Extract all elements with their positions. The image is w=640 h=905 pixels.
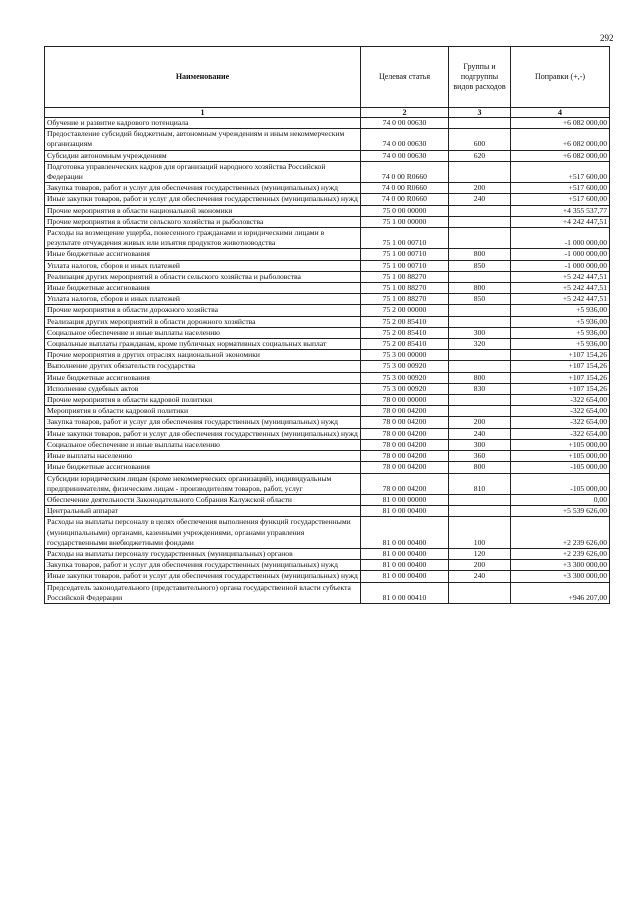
row-target-code: 74 0 00 00630 xyxy=(361,150,449,161)
row-target-code: 81 0 00 00400 xyxy=(361,548,449,559)
row-target-code: 75 1 00 00710 xyxy=(361,260,449,271)
row-name: Социальное обеспечение и иные выплаты населению xyxy=(45,327,361,338)
row-target-code: 74 0 00 R0660 xyxy=(361,194,449,205)
row-target-code: 75 1 00 88270 xyxy=(361,283,449,294)
table-row xyxy=(45,571,610,582)
row-target-code: 81 0 00 00400 xyxy=(361,506,449,517)
row-name: Субсидии юридическим лицам (кроме некоммерческих организаций), индивидуальным предпринимателям, физическим лицам - производителям товаров, работ, услуг xyxy=(45,473,361,494)
row-name: Прочие мероприятия в области дорожного хозяйства xyxy=(45,305,361,316)
row-amount: -1 000 000,00 xyxy=(511,260,610,271)
row-target-code: 78 0 00 04200 xyxy=(361,428,449,439)
row-amount: +4 355 537,77 xyxy=(511,205,610,216)
row-target-code: 74 0 00 R0660 xyxy=(361,183,449,194)
row-amount: -1 000 000,00 xyxy=(511,228,610,249)
column-number: 1 xyxy=(45,108,361,118)
row-amount: +6 082 000,00 xyxy=(511,129,610,150)
table-row xyxy=(45,339,610,350)
row-amount: -1 000 000,00 xyxy=(511,249,610,260)
row-name: Реализация других мероприятий в области сельского хозяйства и рыболовства xyxy=(45,271,361,282)
row-expense-group: 800 xyxy=(449,462,511,473)
row-target-code: 78 0 00 04200 xyxy=(361,462,449,473)
header-target-article: Целевая статья xyxy=(361,47,449,108)
table-row xyxy=(45,249,610,260)
row-target-code: 75 1 00 88270 xyxy=(361,271,449,282)
table-row xyxy=(45,305,610,316)
table-row xyxy=(45,506,610,517)
row-name: Расходы на выплаты персоналу государственных (муниципальных) органов xyxy=(45,548,361,559)
row-amount: -322 654,00 xyxy=(511,395,610,406)
row-expense-group: 240 xyxy=(449,428,511,439)
row-expense-group xyxy=(449,216,511,227)
row-name: Закупка товаров, работ и услуг для обеспечения государственных (муниципальных) нужд xyxy=(45,183,361,194)
row-name: Социальное обеспечение и иные выплаты населению xyxy=(45,439,361,450)
budget-amendments-table xyxy=(44,46,610,604)
table-header-row xyxy=(45,47,610,108)
row-name: Закупка товаров, работ и услуг для обеспечения государственных (муниципальных) нужд xyxy=(45,560,361,571)
column-number: 3 xyxy=(449,108,511,118)
row-expense-group: 300 xyxy=(449,327,511,338)
table-row xyxy=(45,395,610,406)
row-amount: +5 242 447,51 xyxy=(511,283,610,294)
row-amount: +946 207,00 xyxy=(511,582,610,603)
table-row xyxy=(45,183,610,194)
row-expense-group: 800 xyxy=(449,249,511,260)
row-name: Председатель законодательного (представительного) органа государственной власти субъекта Российской Федерации xyxy=(45,582,361,603)
row-target-code: 75 1 00 88270 xyxy=(361,294,449,305)
row-target-code: 78 0 00 04200 xyxy=(361,417,449,428)
table-row xyxy=(45,150,610,161)
column-number: 2 xyxy=(361,108,449,118)
row-name: Центральный аппарат xyxy=(45,506,361,517)
row-name: Предоставление субсидий бюджетным, автономным учреждениям и иным некоммерческим организациям xyxy=(45,129,361,150)
row-target-code: 74 0 00 00630 xyxy=(361,118,449,129)
row-expense-group: 300 xyxy=(449,439,511,450)
row-amount: +2 239 626,00 xyxy=(511,517,610,549)
row-target-code: 81 0 00 00400 xyxy=(361,517,449,549)
header-name: Наименование xyxy=(45,47,361,108)
row-name: Иные бюджетные ассигнования xyxy=(45,249,361,260)
table-row xyxy=(45,582,610,603)
table-row xyxy=(45,283,610,294)
table-row xyxy=(45,350,610,361)
row-amount: +3 300 000,00 xyxy=(511,560,610,571)
row-expense-group xyxy=(449,582,511,603)
row-name: Закупка товаров, работ и услуг для обеспечения государственных (муниципальных) нужд xyxy=(45,417,361,428)
row-target-code: 75 1 00 00710 xyxy=(361,228,449,249)
row-name: Мероприятия в области кадровой политики xyxy=(45,406,361,417)
row-expense-group xyxy=(449,161,511,182)
row-amount: +5 936,00 xyxy=(511,339,610,350)
page-number: 292 xyxy=(600,33,614,43)
row-target-code: 75 3 00 00920 xyxy=(361,372,449,383)
row-name: Иные закупки товаров, работ и услуг для обеспечения государственных (муниципальных) нужд xyxy=(45,194,361,205)
row-amount: +517 600,00 xyxy=(511,161,610,182)
row-name: Выполнение других обязательств государства xyxy=(45,361,361,372)
row-target-code: 75 2 00 85410 xyxy=(361,339,449,350)
table-row xyxy=(45,327,610,338)
table-row xyxy=(45,406,610,417)
column-number: 4 xyxy=(511,108,610,118)
row-name: Социальные выплаты гражданам, кроме публичных нормативных социальных выплат xyxy=(45,339,361,350)
row-target-code: 74 0 00 R0660 xyxy=(361,161,449,182)
row-amount: +6 082 000,00 xyxy=(511,150,610,161)
row-name: Уплата налогов, сборов и иных платежей xyxy=(45,260,361,271)
row-expense-group xyxy=(449,228,511,249)
row-amount: +107 154,26 xyxy=(511,361,610,372)
row-target-code: 81 0 00 00410 xyxy=(361,582,449,603)
table-row xyxy=(45,560,610,571)
row-expense-group xyxy=(449,316,511,327)
row-name: Прочие мероприятия в области сельского хозяйства и рыболовства xyxy=(45,216,361,227)
row-target-code: 75 0 00 00000 xyxy=(361,205,449,216)
row-target-code: 81 0 00 00400 xyxy=(361,571,449,582)
table-row xyxy=(45,118,610,129)
row-target-code: 75 2 00 85410 xyxy=(361,316,449,327)
row-expense-group: 200 xyxy=(449,183,511,194)
row-amount: -105 000,00 xyxy=(511,473,610,494)
row-amount: +5 242 447,51 xyxy=(511,294,610,305)
table-row xyxy=(45,316,610,327)
table-row xyxy=(45,473,610,494)
table-row xyxy=(45,260,610,271)
row-expense-group: 240 xyxy=(449,194,511,205)
row-expense-group: 240 xyxy=(449,571,511,582)
row-amount: +6 082 000,00 xyxy=(511,118,610,129)
table-row xyxy=(45,161,610,182)
column-number-row xyxy=(45,108,610,118)
row-target-code: 75 3 00 00920 xyxy=(361,383,449,394)
row-name: Иные бюджетные ассигнования xyxy=(45,283,361,294)
row-name: Реализация других мероприятий в области дорожного хозяйства xyxy=(45,316,361,327)
row-name: Иные закупки товаров, работ и услуг для обеспечения государственных (муниципальных) нужд xyxy=(45,428,361,439)
row-expense-group xyxy=(449,395,511,406)
table-row xyxy=(45,361,610,372)
row-expense-group: 850 xyxy=(449,294,511,305)
table-row xyxy=(45,129,610,150)
row-expense-group: 200 xyxy=(449,417,511,428)
table-row xyxy=(45,194,610,205)
row-amount: +5 936,00 xyxy=(511,305,610,316)
table-row xyxy=(45,294,610,305)
row-expense-group: 830 xyxy=(449,383,511,394)
row-expense-group xyxy=(449,506,511,517)
row-expense-group xyxy=(449,350,511,361)
row-amount: +517 600,00 xyxy=(511,183,610,194)
row-amount: +517 600,00 xyxy=(511,194,610,205)
row-expense-group xyxy=(449,305,511,316)
table-row xyxy=(45,428,610,439)
row-amount: +105 000,00 xyxy=(511,439,610,450)
row-target-code: 78 0 00 04200 xyxy=(361,451,449,462)
row-target-code: 78 0 00 04200 xyxy=(361,473,449,494)
row-target-code: 81 0 00 00400 xyxy=(361,560,449,571)
table-row xyxy=(45,228,610,249)
row-expense-group xyxy=(449,271,511,282)
row-name: Обучение и развитие кадрового потенциала xyxy=(45,118,361,129)
row-amount: +2 239 626,00 xyxy=(511,548,610,559)
row-target-code: 78 0 00 00000 xyxy=(361,395,449,406)
row-expense-group: 810 xyxy=(449,473,511,494)
row-expense-group xyxy=(449,118,511,129)
row-name: Субсидии автономным учреждениям xyxy=(45,150,361,161)
row-amount: 0,00 xyxy=(511,494,610,505)
row-amount: +4 242 447,51 xyxy=(511,216,610,227)
table-row xyxy=(45,205,610,216)
row-amount: +107 154,26 xyxy=(511,350,610,361)
row-expense-group: 320 xyxy=(449,339,511,350)
row-name: Уплата налогов, сборов и иных платежей xyxy=(45,294,361,305)
table-row xyxy=(45,383,610,394)
row-name: Прочие мероприятия в другиx отраслях национальной экономики xyxy=(45,350,361,361)
table-row xyxy=(45,517,610,549)
table-row xyxy=(45,271,610,282)
row-amount: -105 000,00 xyxy=(511,462,610,473)
row-target-code: 78 0 00 04200 xyxy=(361,439,449,450)
row-name: Расходы на выплаты персоналу в целях обеспечения выполнения функций государственными (муниципальными) органами, казенными учреждениями, органами управления государственными внебюджетными фондами xyxy=(45,517,361,549)
row-target-code: 74 0 00 00630 xyxy=(361,129,449,150)
row-expense-group: 800 xyxy=(449,283,511,294)
row-expense-group: 620 xyxy=(449,150,511,161)
row-expense-group: 200 xyxy=(449,560,511,571)
row-amount: -322 654,00 xyxy=(511,417,610,428)
row-name: Подготовка управленческих кадров для организаций народного хозяйства Российской Федерации xyxy=(45,161,361,182)
row-amount: +107 154,26 xyxy=(511,372,610,383)
row-expense-group xyxy=(449,205,511,216)
row-expense-group xyxy=(449,406,511,417)
row-name: Иные закупки товаров, работ и услуг для обеспечения государственных (муниципальных) нужд xyxy=(45,571,361,582)
row-name: Иные выплаты населению xyxy=(45,451,361,462)
row-amount: -322 654,00 xyxy=(511,406,610,417)
row-name: Расходы на возмещение ущерба, понесенного гражданами и юридическими лицами в результате отчуждения живых или изъятия продуктов животноводства xyxy=(45,228,361,249)
row-expense-group: 800 xyxy=(449,372,511,383)
row-expense-group: 850 xyxy=(449,260,511,271)
row-name: Исполнение судебных актов xyxy=(45,383,361,394)
row-amount: -322 654,00 xyxy=(511,428,610,439)
table-row xyxy=(45,548,610,559)
row-target-code: 75 2 00 00000 xyxy=(361,305,449,316)
row-target-code: 75 3 00 00000 xyxy=(361,350,449,361)
table-row xyxy=(45,372,610,383)
row-expense-group xyxy=(449,494,511,505)
row-target-code: 81 0 00 00000 xyxy=(361,494,449,505)
table-row xyxy=(45,462,610,473)
table-row xyxy=(45,417,610,428)
row-target-code: 75 1 00 00710 xyxy=(361,249,449,260)
row-expense-group: 600 xyxy=(449,129,511,150)
row-target-code: 78 0 00 04200 xyxy=(361,406,449,417)
table-row xyxy=(45,494,610,505)
row-name: Прочие мероприятия в области кадровой политики xyxy=(45,395,361,406)
row-amount: +3 300 000,00 xyxy=(511,571,610,582)
row-amount: +5 936,00 xyxy=(511,327,610,338)
row-name: Обеспечение деятельности Законодательного Собрания Калужской области xyxy=(45,494,361,505)
row-expense-group xyxy=(449,361,511,372)
table-row xyxy=(45,439,610,450)
row-amount: +107 154,26 xyxy=(511,383,610,394)
row-expense-group: 360 xyxy=(449,451,511,462)
row-target-code: 75 1 00 00000 xyxy=(361,216,449,227)
row-amount: +5 539 626,00 xyxy=(511,506,610,517)
header-amendments: Поправки (+,-) xyxy=(511,47,610,108)
row-amount: +5 242 447,51 xyxy=(511,271,610,282)
table-row xyxy=(45,216,610,227)
row-amount: +105 000,00 xyxy=(511,451,610,462)
row-target-code: 75 3 00 00920 xyxy=(361,361,449,372)
row-amount: +5 936,00 xyxy=(511,316,610,327)
row-expense-group: 100 xyxy=(449,517,511,549)
row-name: Иные бюджетные ассигнования xyxy=(45,372,361,383)
row-name: Прочие мероприятия в области национальной экономики xyxy=(45,205,361,216)
header-expense-group: Группы и подгруппы видов расходов xyxy=(449,47,511,108)
row-target-code: 75 2 00 85410 xyxy=(361,327,449,338)
row-expense-group: 120 xyxy=(449,548,511,559)
table-row xyxy=(45,451,610,462)
row-name: Иные бюджетные ассигнования xyxy=(45,462,361,473)
